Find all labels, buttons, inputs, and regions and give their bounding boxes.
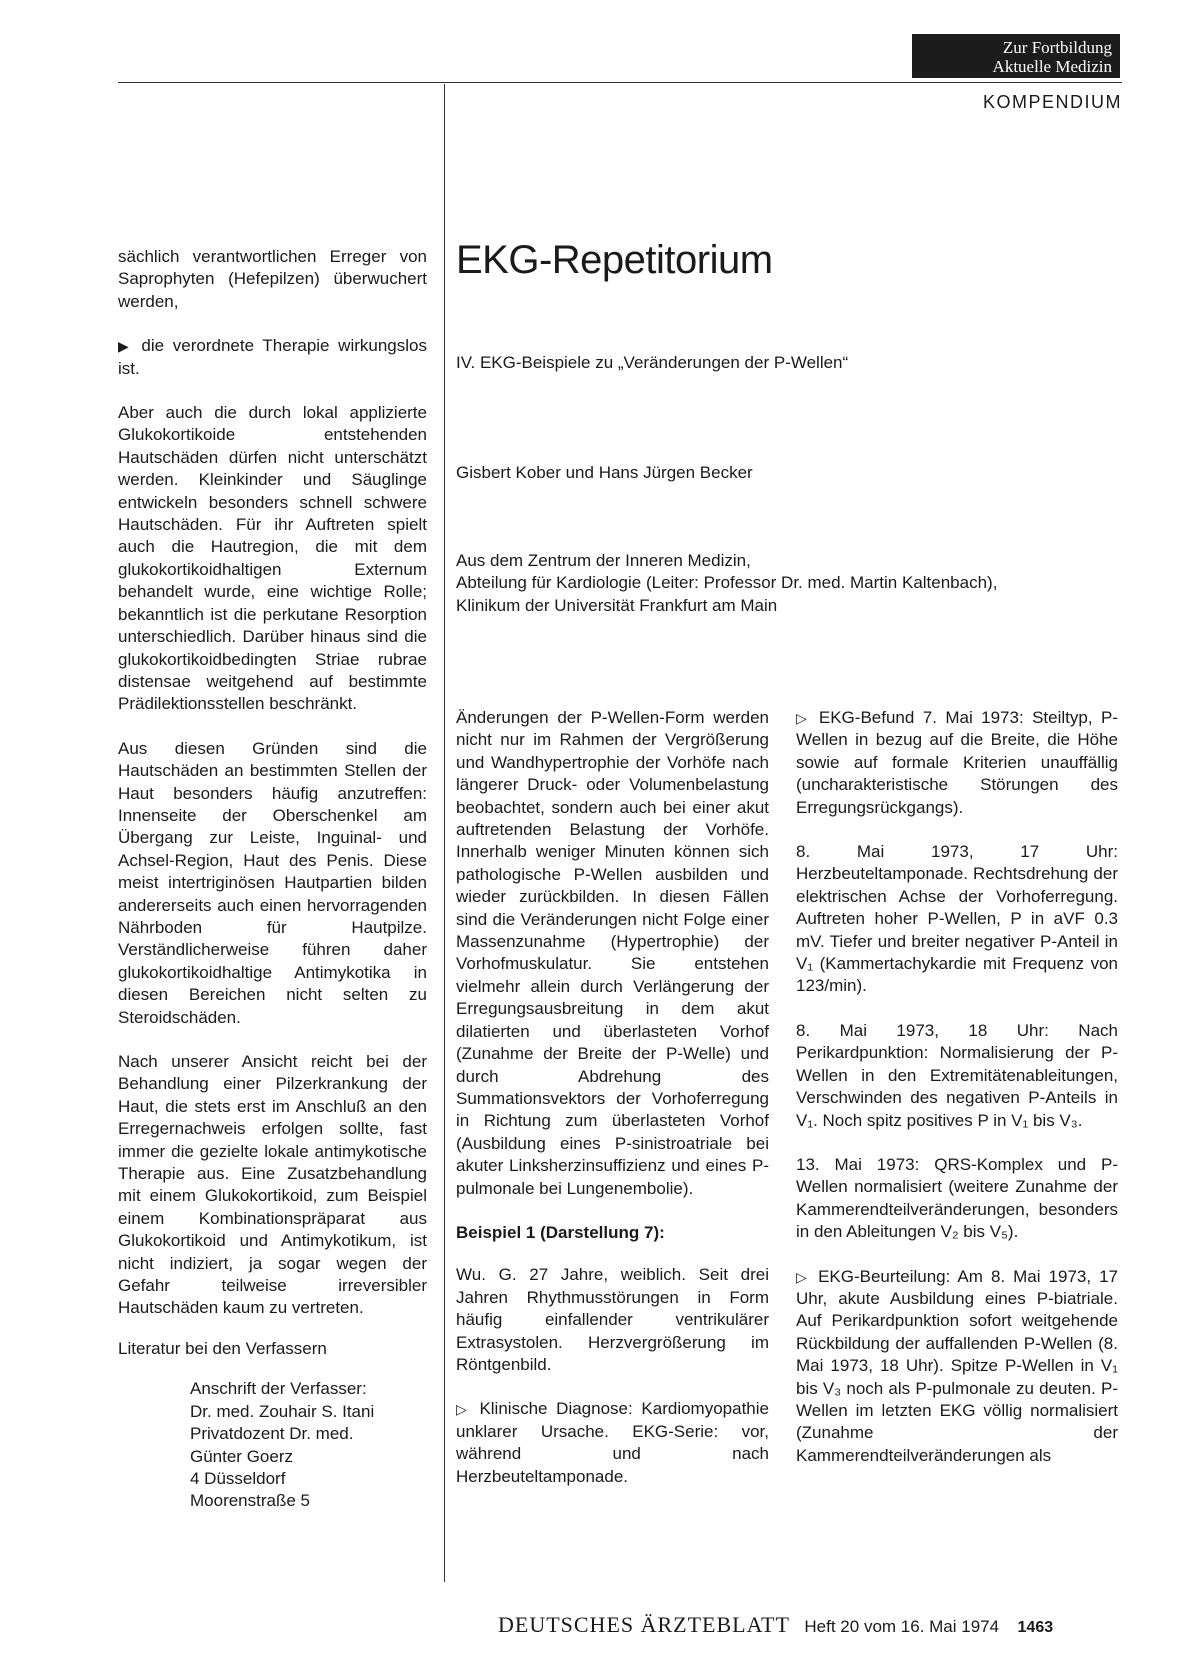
middle-column: [456, 707, 769, 1510]
right-paragraph-1-text: EKG-Befund 7. Mai 1973: Steiltyp, P-Wellen in bezug auf die Breite, die Höhe sowie auf formale Kriterien unauffällig (uncharakteristische Störungen des Erregungsrückgangs).: [796, 708, 1118, 817]
right-column: [796, 707, 1118, 1489]
affiliation-line: Abteilung für Kardiologie (Leiter: Professor Dr. med. Martin Kaltenbach),: [456, 573, 998, 593]
left-paragraph-4: Aus diesen Gründen sind die Hautschäden an bestimmten Stellen der Haut besonders häufig anzutreffen: Innenseite der Oberschenkel am Übergang zur Leiste, Inguinal- und Achsel-Region, Haut des Penis. Diese meist intertriginösen Hautpartien bilden andererseits auch einen hervorragenden Nährboden für Hautpilze. Verständlicherweise führen daher glukokortikoidhaltige Antimykotika in diesen Bereichen nicht selten zu Steroidschäden.: [118, 738, 427, 1027]
example-heading: Beispiel 1 (Darstellung 7):: [456, 1222, 665, 1242]
address-line: Anschrift der Verfasser:: [190, 1379, 367, 1399]
column-divider: [444, 84, 445, 1582]
right-paragraph-4: 13. Mai 1973: QRS-Komplex und P-Wellen normalisiert (weitere Zunahme der Kammerendteilveränderungen, besonders in den Ableitungen V₂ bis V₅).: [796, 1154, 1118, 1242]
address-line: Privatdozent Dr. med.: [190, 1424, 354, 1444]
affiliation-line: Aus dem Zentrum der Inneren Medizin,: [456, 551, 751, 570]
header-rule: [118, 82, 1122, 83]
left-column: [118, 246, 427, 1513]
middle-paragraph-1: Änderungen der P-Wellen-Form werden nicht nur im Rahmen der Vergrößerung und Wandhypertrophie der Vorhöfe nach längerer Druck- oder Volumenbelastung beobachtet, sondern auch bei einer akut auftretenden Belastung der Vorhöfe. Innerhalb weniger Minuten können sich pathologische P-Wellen ausbilden und wieder zurückbilden. In diesen Fällen sind die Veränderungen nicht Folge einer Massenzunahme (Hypertrophie) der Vorhofmuskulatur. Sie entstehen vielmehr allein durch Verlängerung der Erregungsausbreitung in dem akut dilatierten und überlasteten Vorhof (Zunahme der Breite der P-Welle) und durch Abdrehung des Summationsvektors der Vorhoferregung in Richtung zum überlasteten Vorhof (Ausbildung eines P-sinistroatriale bei akuter Linksherzinsuffizienz und eines P-pulmonale bei Lungenembolie).: [456, 708, 769, 1198]
address-line: 4 Düsseldorf: [190, 1468, 286, 1488]
address-line: Dr. med. Zouhair S. Itani: [190, 1401, 375, 1421]
left-paragraph-3: Aber auch die durch lokal applizierte Glukokortikoide entstehenden Hautschäden dürfen nicht unterschätzt werden. Kleinkinder und Säuglinge entwickeln besonders schnell schwere Hautschäden. Für ihr Auftreten spielt auch die Hautregion, die mit dem glukokortikoidhaltigen Externum behandelt wurde, eine wichtige Rolle; bekanntlich ist die perkutane Resorption unterschiedlich. Darüber hinaus sind die glukokortikoidbedingten Striae rubrae distensae weitgehend auf bestimmte Prädilektionsstellen beschränkt.: [118, 403, 427, 714]
article-authors: Gisbert Kober und Hans Jürgen Becker: [456, 463, 753, 482]
article-affiliation: [456, 550, 997, 617]
badge-line-1: Zur Fortbildung: [1002, 38, 1112, 57]
page-number: 1463: [1017, 1619, 1054, 1636]
open-triangle-icon: ▷: [456, 1401, 471, 1418]
right-paragraph-5: [796, 1266, 1118, 1468]
issue-info: Heft 20 vom 16. Mai 1974: [804, 1617, 1000, 1636]
author-address: [190, 1378, 427, 1512]
left-paragraph-2-text: die verordnete Therapie wirkungslos ist.: [118, 336, 427, 378]
badge-line-2: Aktuelle Medizin: [992, 57, 1112, 76]
article-subtitle: IV. EKG-Beispiele zu „Veränderungen der P-Wellen“: [456, 353, 849, 372]
open-triangle-icon: ▷: [796, 1268, 811, 1285]
open-triangle-icon: ▷: [796, 710, 811, 726]
right-paragraph-3: 8. Mai 1973, 18 Uhr: Nach Perikardpunktion: Normalisierung der P-Wellen in den Extremitätenableitungen, Verschwinden des negativen P-Anteils in V₁. Noch spitz positives P in V₁ bis V₃.: [796, 1020, 1118, 1130]
middle-paragraph-3: [456, 1398, 769, 1488]
address-line: Günter Goerz: [190, 1446, 293, 1466]
address-line: Moorenstraße 5: [190, 1491, 310, 1511]
affiliation-line: Klinikum der Universität Frankfurt am Main: [456, 595, 778, 615]
article-title: EKG-Repetitorium: [456, 238, 773, 282]
right-paragraph-1: [796, 707, 1118, 819]
right-paragraph-5-text: EKG-Beurteilung: Am 8. Mai 1973, 17 Uhr, akute Ausbildung eines P-biatriale. Auf Perikardpunktion sofort weitgehende Rückbildung der auffallenden P-Wellen (8. Mai 1973, 18 Uhr). Spitze P-Wellen in V₁ bis V₃ noch als P-pulmonale zu deuten. P-Wellen im letzten EKG völlig normalisiert (Zunahme der Kammerendteilveränderungen als: [796, 1266, 1118, 1465]
page-footer: [498, 1612, 1053, 1638]
bullet-triangle-icon: ▶: [118, 338, 133, 355]
left-paragraph-1: sächlich verantwortlichen Erreger von Saprophyten (Hefepilzen) überwuchert werden,: [118, 247, 427, 311]
left-paragraph-2: [118, 335, 427, 380]
journal-name: DEUTSCHES ÄRZTEBLATT: [498, 1612, 790, 1637]
section-badge: [912, 34, 1120, 78]
right-paragraph-2: 8. Mai 1973, 17 Uhr: Herzbeuteltamponade. Rechtsdrehung der elektrischen Achse der Vorhoferregung. Auftreten hoher P-Wellen, P in aVF 0.3 mV. Tiefer und breiter negativer P-Anteil in V₁ (Kammertachykardie mit Frequenz von 123/min).: [796, 842, 1118, 996]
middle-paragraph-3-text: Klinische Diagnose: Kardiomyopathie unklarer Ursache. EKG-Serie: vor, während und nach Herzbeuteltamponade.: [456, 1399, 769, 1486]
left-paragraph-5: Nach unserer Ansicht reicht bei der Behandlung einer Pilzerkrankung der Haut, die stets erst im Anschluß an den Erregernachweis erfolgen sollte, fast immer die gezielte lokale antimykotische Therapie aus. Eine Zusatzbehandlung mit einem Glukokortikoid, zum Beispiel einem Kombinationspräparat aus Glukokortikoid und Antimykotikum, ist nicht indiziert, ja sogar wegen der Gefahr teilweise irreversibler Hautschäden kaum zu vertreten.: [118, 1052, 427, 1318]
section-label: KOMPENDIUM: [982, 92, 1122, 112]
middle-paragraph-2: Wu. G. 27 Jahre, weiblich. Seit drei Jahren Rhythmusstörungen in Form häufig einfallender ventrikulärer Extrasystolen. Herzvergrößerung im Röntgenbild.: [456, 1265, 769, 1374]
literature-note: Literatur bei den Verfassern: [118, 1338, 327, 1358]
